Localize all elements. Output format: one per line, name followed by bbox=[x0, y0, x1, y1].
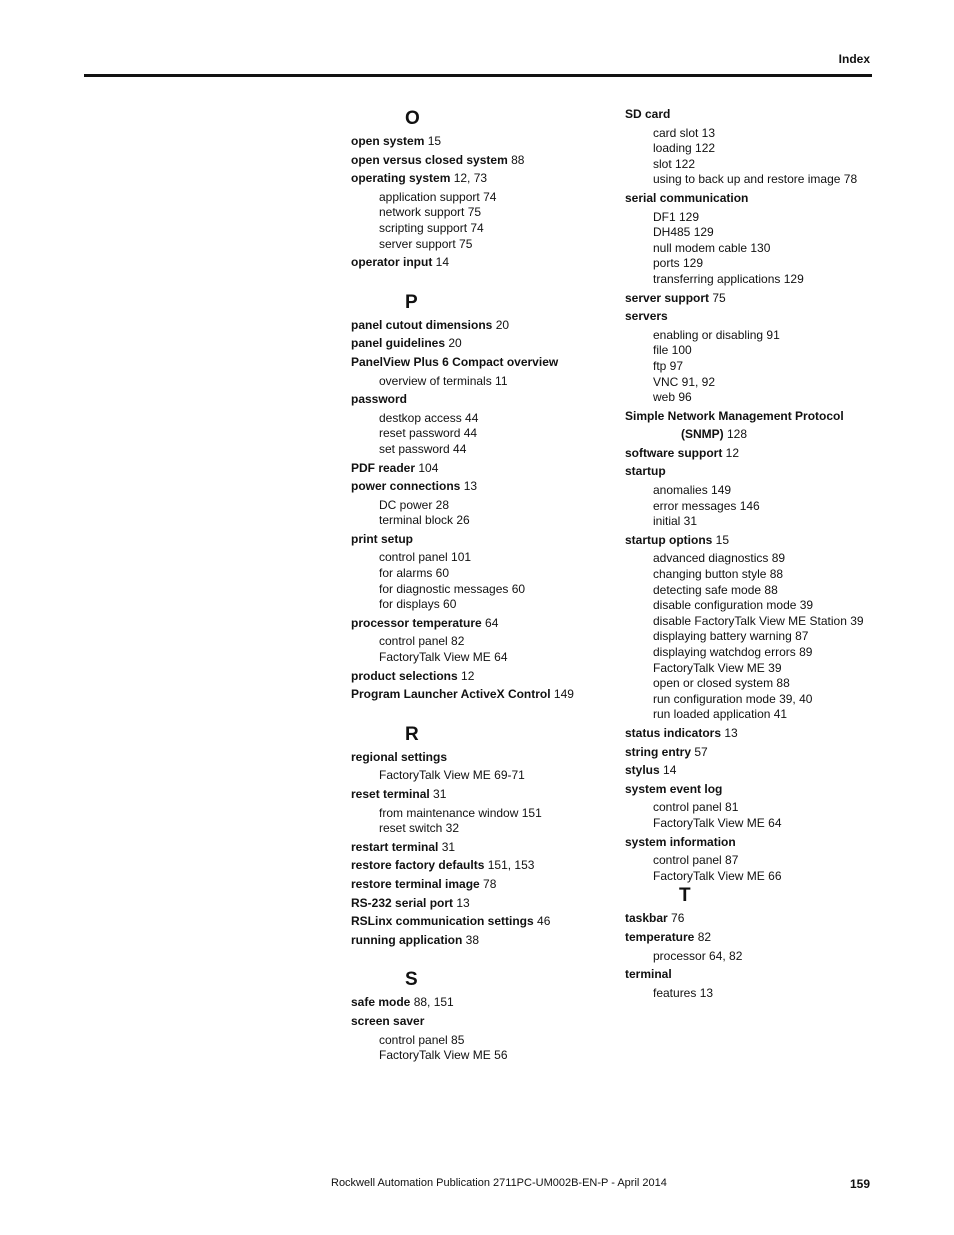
sub-entry-list bbox=[625, 853, 875, 884]
sub-entry: for diagnostic messages 60 bbox=[379, 581, 526, 596]
index-entry bbox=[351, 532, 601, 548]
index-term: string entry bbox=[625, 744, 692, 759]
index-entry bbox=[351, 171, 601, 187]
index-term: screen saver bbox=[351, 1013, 425, 1028]
sub-entry: disable FactoryTalk View ME Station 39 bbox=[653, 613, 864, 628]
index-entry bbox=[351, 750, 601, 766]
index-term: servers bbox=[625, 309, 668, 324]
sub-entry: reset switch 32 bbox=[379, 821, 460, 836]
sub-entry: DF1 129 bbox=[653, 209, 700, 224]
sub-entry-list bbox=[625, 210, 875, 288]
index-entry bbox=[625, 726, 875, 742]
index-entry bbox=[351, 616, 601, 632]
sub-entry: changing button style 88 bbox=[653, 567, 784, 582]
sub-entry: displaying battery warning 87 bbox=[653, 629, 809, 644]
index-pages: 82 bbox=[694, 929, 712, 944]
index-entry bbox=[351, 840, 601, 856]
sub-entry: control panel 101 bbox=[379, 550, 472, 565]
sub-entry: slot 122 bbox=[653, 156, 696, 171]
index-entry bbox=[625, 409, 875, 443]
sub-entry: file 100 bbox=[653, 343, 692, 358]
index-entry bbox=[625, 107, 875, 123]
index-pages: 31 bbox=[438, 839, 456, 854]
index-entry bbox=[625, 191, 875, 207]
sub-entry: reset password 44 bbox=[379, 426, 478, 441]
sub-entry: overview of terminals 11 bbox=[379, 373, 508, 388]
index-term: reset terminal bbox=[351, 787, 430, 801]
index-entry bbox=[351, 479, 601, 495]
index-entry bbox=[351, 896, 601, 912]
index-pages: 31 bbox=[429, 787, 447, 801]
index-entry bbox=[351, 995, 601, 1011]
index-term: restore terminal image bbox=[351, 876, 480, 891]
sub-entry: FactoryTalk View ME 66 bbox=[653, 868, 782, 883]
index-term: operator input bbox=[351, 255, 433, 270]
sub-entry-list bbox=[351, 768, 601, 784]
index-term: PanelView Plus 6 Compact overview bbox=[351, 354, 559, 369]
index-entry bbox=[351, 318, 601, 334]
sub-entry-list bbox=[625, 551, 875, 723]
index-pages: 14 bbox=[432, 255, 450, 270]
index-entry bbox=[625, 911, 875, 927]
index-entry bbox=[351, 336, 601, 352]
index-pages: 14 bbox=[659, 763, 677, 778]
sub-entry: advanced diagnostics 89 bbox=[653, 551, 786, 566]
sub-entry: control panel 82 bbox=[379, 634, 465, 649]
sub-entry: transferring applications 129 bbox=[653, 271, 804, 286]
index-pages: 64 bbox=[481, 615, 499, 630]
index-entry bbox=[625, 464, 875, 480]
index-entry bbox=[351, 392, 601, 408]
sub-entry-list bbox=[625, 126, 875, 188]
sub-entry: VNC 91, 92 bbox=[653, 374, 716, 389]
index-pages: 20 bbox=[445, 336, 462, 351]
page-number: 159 bbox=[849, 1177, 870, 1191]
index-entry bbox=[351, 858, 601, 874]
index-entry bbox=[351, 355, 601, 371]
index-entry bbox=[625, 782, 875, 798]
sub-entry: scripting support 74 bbox=[379, 220, 484, 235]
sub-entry: application support 74 bbox=[379, 189, 497, 204]
index-entry bbox=[351, 933, 601, 949]
index-entry bbox=[625, 533, 875, 549]
index-term: Simple Network Management Protocol bbox=[625, 408, 844, 423]
sub-entry: ftp 97 bbox=[653, 358, 684, 373]
index-column-left bbox=[351, 107, 601, 1064]
index-entry bbox=[351, 153, 601, 169]
sub-entry: set password 44 bbox=[379, 441, 467, 456]
sub-entry: FactoryTalk View ME 56 bbox=[379, 1048, 508, 1063]
index-term: system information bbox=[625, 834, 736, 849]
sub-entry: error messages 146 bbox=[653, 498, 760, 513]
index-entry bbox=[351, 877, 601, 893]
sub-entry-list bbox=[625, 949, 875, 965]
index-entry bbox=[625, 930, 875, 946]
index-pages: 128 bbox=[723, 427, 748, 442]
sub-entry: FactoryTalk View ME 69-71 bbox=[379, 768, 525, 783]
sub-entry: run configuration mode 39, 40 bbox=[653, 691, 813, 706]
sub-entry: for displays 60 bbox=[379, 597, 457, 612]
index-term: status indicators bbox=[625, 725, 722, 740]
sub-entry: run loaded application 41 bbox=[653, 707, 788, 722]
sub-entry: processor 64, 82 bbox=[653, 948, 743, 963]
index-term: product selections bbox=[351, 668, 458, 683]
index-term: software support bbox=[625, 445, 723, 460]
index-term: password bbox=[351, 392, 408, 407]
section-letter: O bbox=[405, 108, 420, 129]
index-entry bbox=[625, 291, 875, 307]
index-entry bbox=[351, 669, 601, 685]
sub-entry: for alarms 60 bbox=[379, 566, 450, 581]
index-term: safe mode bbox=[351, 995, 411, 1010]
sub-entry: server support 75 bbox=[379, 236, 473, 251]
sub-entry: DH485 129 bbox=[653, 225, 714, 240]
section-letter: T bbox=[679, 885, 691, 907]
index-term: SD card bbox=[625, 107, 671, 121]
sub-entry-list bbox=[625, 328, 875, 406]
running-header: Index bbox=[838, 52, 870, 66]
index-term: system event log bbox=[625, 781, 723, 796]
index-entry bbox=[351, 134, 601, 150]
index-entry bbox=[351, 914, 601, 930]
index-term: open versus closed system bbox=[351, 152, 508, 167]
sub-entry-list bbox=[351, 374, 601, 390]
index-term: temperature bbox=[625, 929, 695, 944]
sub-entry-list bbox=[351, 634, 601, 665]
index-term: taskbar bbox=[625, 911, 668, 926]
sub-entry-list bbox=[351, 498, 601, 529]
sub-entry: anomalies 149 bbox=[653, 483, 732, 498]
sub-entry: disable configuration mode 39 bbox=[653, 598, 814, 613]
sub-entry: web 96 bbox=[653, 390, 692, 405]
index-entry bbox=[625, 745, 875, 761]
sub-entry: destkop access 44 bbox=[379, 410, 479, 425]
sub-entry-list bbox=[351, 411, 601, 458]
index-pages: 20 bbox=[492, 317, 510, 332]
index-term: terminal bbox=[625, 967, 672, 982]
sub-entry: FactoryTalk View ME 64 bbox=[379, 650, 508, 665]
footer-publication: Rockwell Automation Publication 2711PC-UM002B-EN-P - April 2014 bbox=[331, 1177, 667, 1189]
sub-entry: initial 31 bbox=[653, 514, 698, 529]
sub-entry: from maintenance window 151 bbox=[379, 805, 542, 820]
index-pages: 76 bbox=[667, 911, 685, 926]
index-term: regional settings bbox=[351, 749, 448, 764]
index-entry bbox=[351, 1014, 601, 1030]
index-term: print setup bbox=[351, 531, 413, 546]
index-pages: 13 bbox=[721, 725, 738, 740]
index-term-continued bbox=[625, 427, 875, 443]
index-pages: 12 bbox=[722, 445, 740, 460]
sub-entry-list bbox=[351, 806, 601, 837]
index-term: panel guidelines bbox=[351, 336, 446, 351]
index-term-cont-text: (SNMP) bbox=[681, 427, 724, 442]
index-entry bbox=[351, 787, 601, 803]
index-pages: 12, 73 bbox=[450, 171, 488, 186]
sub-entry-list bbox=[351, 550, 601, 612]
index-term: RS-232 serial port bbox=[351, 895, 454, 910]
sub-entry: ports 129 bbox=[653, 256, 704, 271]
index-column-right bbox=[625, 107, 875, 1001]
index-term: running application bbox=[351, 932, 463, 947]
index-term: server support bbox=[625, 290, 710, 305]
index-term: operating system bbox=[351, 171, 451, 186]
sub-entry: FactoryTalk View ME 64 bbox=[653, 815, 782, 830]
index-entry bbox=[625, 446, 875, 462]
index-term: panel cutout dimensions bbox=[351, 317, 493, 332]
index-entry bbox=[351, 255, 601, 271]
sub-entry: control panel 81 bbox=[653, 800, 739, 815]
sub-entry: open or closed system 88 bbox=[653, 676, 790, 691]
section-letter: S bbox=[405, 969, 418, 991]
index-pages: 151, 153 bbox=[484, 858, 535, 873]
index-term: open system bbox=[351, 134, 425, 148]
index-entry bbox=[625, 967, 875, 983]
sub-entry: FactoryTalk View ME 39 bbox=[653, 660, 782, 675]
sub-entry-list bbox=[625, 483, 875, 530]
index-pages: 15 bbox=[712, 532, 730, 547]
index-term: power connections bbox=[351, 479, 461, 494]
section-letter: R bbox=[405, 723, 419, 745]
sub-entry: null modem cable 130 bbox=[653, 240, 771, 255]
index-entry bbox=[625, 763, 875, 779]
index-pages: 46 bbox=[533, 914, 551, 929]
index-entry bbox=[351, 687, 601, 703]
index-term: restore factory defaults bbox=[351, 858, 485, 873]
sub-entry: enabling or disabling 91 bbox=[653, 327, 780, 342]
index-pages: 88 bbox=[507, 152, 525, 167]
index-pages: 15 bbox=[424, 134, 442, 148]
sub-entry-list bbox=[351, 1033, 601, 1064]
sub-entry-list bbox=[625, 800, 875, 831]
sub-entry: displaying watchdog errors 89 bbox=[653, 645, 813, 659]
sub-entry: terminal block 26 bbox=[379, 513, 470, 528]
index-term: startup bbox=[625, 464, 666, 479]
index-term: startup options bbox=[625, 532, 713, 547]
index-term: Program Launcher ActiveX Control bbox=[351, 687, 551, 702]
index-term: processor temperature bbox=[351, 615, 482, 630]
sub-entry: network support 75 bbox=[379, 205, 482, 220]
index-term: stylus bbox=[625, 763, 660, 778]
index-pages: 104 bbox=[415, 460, 439, 475]
index-pages: 75 bbox=[709, 290, 726, 305]
index-term: restart terminal bbox=[351, 839, 439, 854]
index-pages: 149 bbox=[550, 687, 574, 702]
sub-entry-list bbox=[625, 986, 875, 1002]
index-entry bbox=[351, 461, 601, 477]
sub-entry-list bbox=[351, 190, 601, 252]
sub-entry: control panel 87 bbox=[653, 853, 739, 868]
sub-entry: features 13 bbox=[653, 985, 714, 1000]
sub-entry: control panel 85 bbox=[379, 1032, 465, 1047]
index-entry bbox=[625, 309, 875, 325]
sub-entry: loading 122 bbox=[653, 141, 716, 156]
index-term: PDF reader bbox=[351, 460, 416, 475]
index-term: serial communication bbox=[625, 190, 749, 205]
index-pages: 13 bbox=[460, 479, 478, 494]
sub-entry: card slot 13 bbox=[653, 125, 716, 140]
index-pages: 38 bbox=[462, 932, 480, 947]
index-pages: 57 bbox=[691, 744, 708, 759]
sub-entry: using to back up and restore image 78 bbox=[653, 172, 858, 187]
index-pages: 12 bbox=[457, 668, 475, 683]
index-pages: 13 bbox=[453, 895, 470, 910]
index-pages: 88, 151 bbox=[410, 995, 454, 1010]
index-entry bbox=[625, 835, 875, 851]
index-pages: 78 bbox=[479, 876, 497, 891]
header-rule bbox=[84, 74, 872, 77]
index-term: RSLinx communication settings bbox=[351, 914, 534, 929]
sub-entry: detecting safe mode 88 bbox=[653, 582, 778, 597]
section-letter: P bbox=[405, 291, 418, 313]
sub-entry: DC power 28 bbox=[379, 497, 450, 512]
